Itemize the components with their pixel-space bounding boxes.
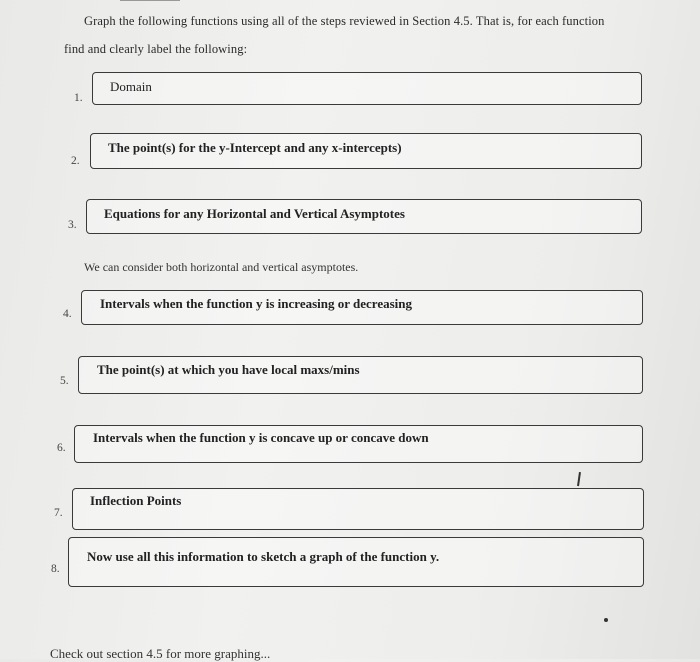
step-label-intercepts: The point(s) for the y-Intercept and any x-intercepts) bbox=[108, 140, 402, 155]
step-label-increasing: Intervals when the function y is increasing or decreasing bbox=[100, 296, 413, 311]
step-label-local-extrema: The point(s) at which you have local maxs/mins bbox=[97, 362, 360, 377]
stray-dot bbox=[604, 618, 608, 622]
asymptote-note: We can consider both horizontal and vertical asymptotes. bbox=[84, 260, 359, 274]
top-edge-line bbox=[120, 0, 180, 1]
step-number-4: 4. bbox=[63, 308, 72, 320]
step-number-6: 6. bbox=[57, 442, 66, 454]
step-label-sketch: Now use all this information to sketch a graph of the function y. bbox=[87, 549, 440, 564]
step-number-7: 7. bbox=[54, 507, 63, 519]
intro-line-1: Graph the following functions using all of the steps reviewed in Section 4.5. That is, for each function bbox=[84, 14, 605, 28]
step-number-2: 2. bbox=[71, 155, 80, 167]
pen-mark bbox=[577, 472, 580, 486]
intro-line-2: find and clearly label the following: bbox=[64, 42, 248, 56]
step-number-3: 3. bbox=[68, 219, 77, 231]
step-label-domain: Domain bbox=[110, 79, 152, 94]
step-number-5: 5. bbox=[60, 375, 69, 387]
step-number-8: 8. bbox=[51, 563, 60, 575]
footer-note: Check out section 4.5 for more graphing... bbox=[50, 646, 271, 661]
step-label-concavity: Intervals when the function y is concave up or concave down bbox=[93, 430, 429, 445]
step-label-asymptotes: Equations for any Horizontal and Vertical Asymptotes bbox=[104, 206, 405, 221]
step-label-inflection: Inflection Points bbox=[90, 493, 182, 508]
step-box-domain bbox=[92, 72, 642, 105]
step-number-1: 1. bbox=[74, 92, 83, 104]
